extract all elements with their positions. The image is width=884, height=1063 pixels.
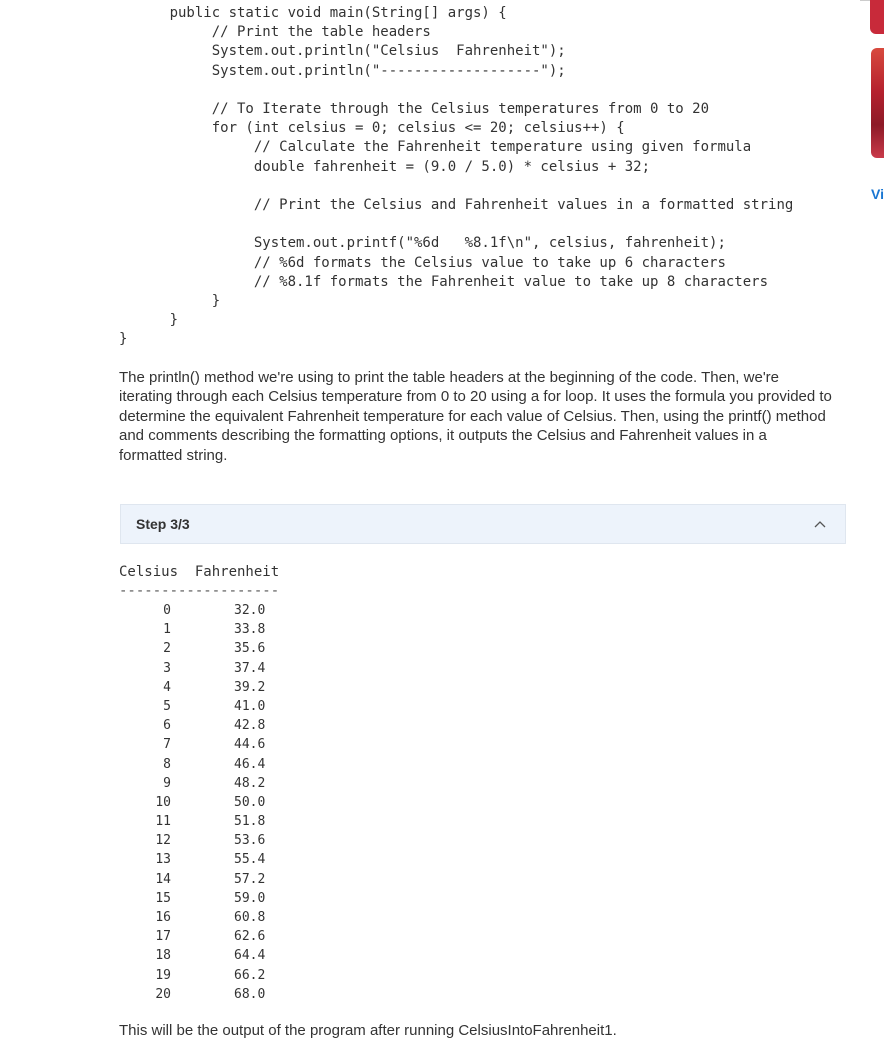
output-header: Celsius Fahrenheit (119, 564, 280, 580)
celsius-value: 10 (155, 794, 171, 810)
celsius-value: 14 (155, 871, 171, 887)
fahrenheit-value: 35.6 (234, 641, 266, 657)
output-row (119, 870, 319, 889)
output-divider: ------------------- (119, 583, 280, 599)
output-row (119, 812, 319, 831)
celsius-value: 12 (155, 833, 171, 849)
fahrenheit-value: 57.2 (234, 871, 266, 887)
output-row (119, 697, 319, 716)
output-row (119, 774, 319, 793)
celsius-value: 20 (155, 986, 171, 1002)
celsius-value: 0 (163, 603, 171, 618)
fahrenheit-value: 53.6 (234, 833, 266, 849)
celsius-value: 4 (163, 679, 171, 695)
fahrenheit-value: 44.6 (234, 737, 266, 753)
explanation-text: The println() method we're using to print the table headers at the beginning of the code. Then, we're iterating through each Celsius temperature from 0 to 20 using a for loop. It uses the formula you provided to determine the equivalent Fahrenheit temperature for each value of Celsius. Then, using the printf() method and comments describing the formatting options, it outputs the Celsius and Fahrenheit values in a formatted string. (119, 369, 832, 464)
code-block: public static void main(String[] args) { // Print the table headers System.out.println("Celsius Fahrenheit"); System.out.println("-------------------"); // To Iterate through the Celsius temperatures from 0 to 20 for (int celsius = 0; celsius <= 20; celsius++) { // Calculate the Fahrenheit temperature using given formula double fahrenheit = (9.0 / 5.0) * celsius + 32; // Print the Celsius and Fahrenheit values in a formatted string System.out.printf("%6d %8.1f\n", celsius, fahrenheit); // %6d formats the Celsius value to take up 6 characters // %8.1f formats the Fahrenheit value to take up 8 characters } } } (119, 5, 794, 348)
fahrenheit-value: 37.4 (234, 660, 266, 676)
step-title: Step 3/3 (136, 516, 190, 532)
step-accordion-header[interactable] (120, 504, 846, 544)
output-table (119, 601, 319, 1004)
output-row (119, 659, 319, 678)
celsius-value: 3 (163, 660, 171, 676)
output-row (119, 639, 319, 658)
output-row (119, 966, 319, 985)
chevron-up-icon[interactable] (813, 517, 827, 531)
celsius-value: 11 (155, 814, 171, 830)
celsius-value: 16 (155, 910, 171, 925)
celsius-value: 1 (163, 622, 171, 638)
fahrenheit-value: 41.0 (234, 698, 266, 714)
output-row (119, 831, 319, 850)
fahrenheit-value: 55.4 (234, 852, 266, 868)
fahrenheit-value: 42.8 (234, 718, 266, 734)
output-row (119, 889, 319, 908)
celsius-value: 8 (163, 756, 171, 772)
sidebar-card-thumbnail[interactable] (870, 0, 884, 34)
fahrenheit-value: 48.2 (234, 775, 266, 791)
fahrenheit-value: 66.2 (234, 967, 266, 983)
footer-text: This will be the output of the program after running CelsiusIntoFahrenheit1. (119, 1022, 617, 1039)
fahrenheit-value: 32.0 (234, 603, 266, 618)
celsius-value: 19 (155, 967, 171, 983)
output-row (119, 601, 319, 620)
fahrenheit-value: 39.2 (234, 679, 266, 695)
output-row (119, 908, 319, 927)
fahrenheit-value: 68.0 (234, 986, 266, 1002)
output-row (119, 946, 319, 965)
celsius-value: 7 (163, 737, 171, 753)
fahrenheit-value: 64.4 (234, 948, 266, 964)
celsius-value: 5 (163, 698, 171, 714)
sidebar-card-image[interactable] (871, 48, 884, 158)
fahrenheit-value: 50.0 (234, 794, 266, 810)
sidebar-link-label[interactable]: Vi (871, 186, 884, 202)
output-row (119, 850, 319, 869)
celsius-value: 17 (155, 929, 171, 945)
celsius-value: 15 (155, 890, 171, 906)
fahrenheit-value: 46.4 (234, 756, 266, 772)
celsius-value: 2 (163, 641, 171, 657)
fahrenheit-value: 59.0 (234, 890, 266, 906)
output-row (119, 620, 319, 639)
fahrenheit-value: 60.8 (234, 910, 266, 925)
fahrenheit-value: 33.8 (234, 622, 266, 638)
celsius-value: 9 (163, 775, 171, 791)
output-row (119, 927, 319, 946)
celsius-value: 13 (155, 852, 171, 868)
output-row (119, 678, 319, 697)
output-row (119, 985, 319, 1004)
output-row (119, 793, 319, 812)
celsius-value: 6 (163, 718, 171, 734)
output-row (119, 755, 319, 774)
output-row (119, 735, 319, 754)
celsius-value: 18 (155, 948, 171, 964)
output-row (119, 716, 319, 735)
fahrenheit-value: 62.6 (234, 929, 266, 945)
fahrenheit-value: 51.8 (234, 814, 266, 830)
